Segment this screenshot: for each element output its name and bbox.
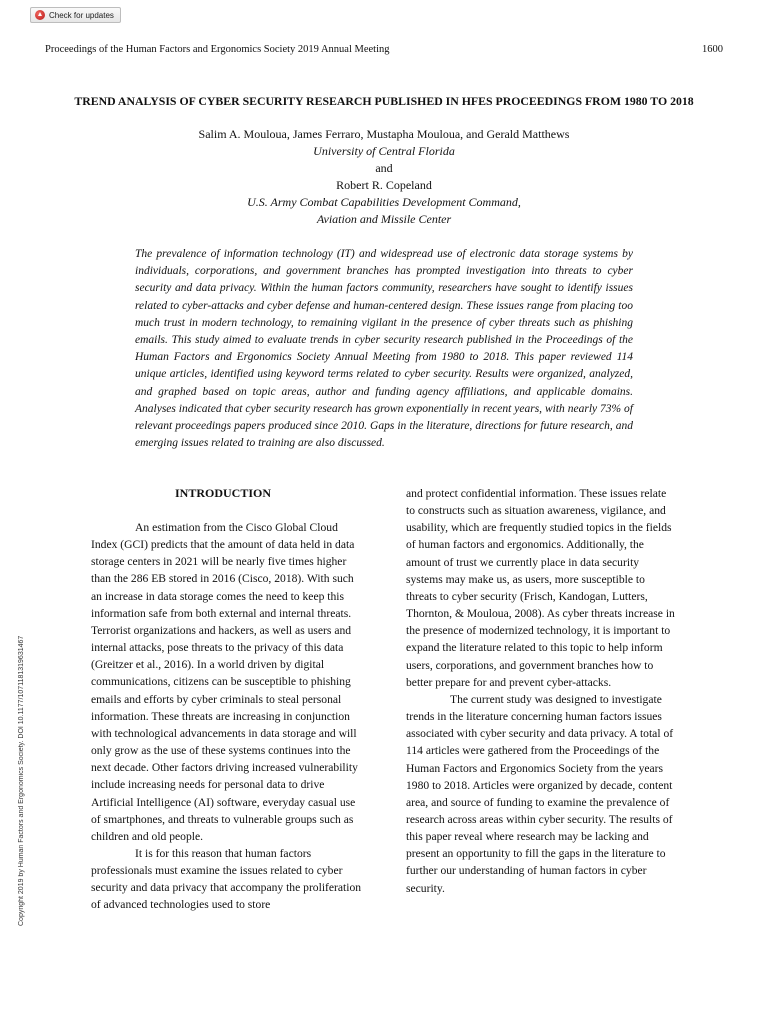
- right-column: [406, 485, 678, 897]
- running-head: Proceedings of the Human Factors and Ergonomics Society 2019 Annual Meeting: [45, 44, 390, 55]
- author-block: [70, 126, 698, 228]
- author-2: Robert R. Copeland: [336, 178, 432, 192]
- paragraph-1: An estimation from the Cisco Global Cloud Index (GCI) predicts that the amount of data held in data storage centers in 2021 will be nearly five times higher than the 286 EB stored in 2016 (Cisco, 2018). With such an increase in data storage comes the need to keep this information safe from both external and internal threats. Terrorist organizations and hackers, as well as users and internal attacks, pose threats to the privacy of this data (Greitzer et al., 2016). In a world driven by digital communications, citizens can be susceptible to phishing emails and efforts by cyber criminals to steal personal information. These threats are increasing in conjunction with technological advancements in data storage and will only grow as the use of these systems continues into the next decade. Other factors driving increased vulnerability include increasing needs for personal data to drive Artificial Intelligence (AI) software, everyday casual use of smartphones, and threats to vulnerable groups such as children and old people.: [91, 521, 358, 843]
- copyright-notice: Copyright 2019 by Human Factors and Ergonomics Society. DOI 10.1177/1071181319631467: [18, 635, 25, 926]
- page-number: 1600: [702, 44, 723, 55]
- affiliation-2-line-2: Aviation and Missile Center: [316, 212, 452, 226]
- section-heading-introduction: INTRODUCTION: [174, 486, 271, 500]
- left-column: [91, 485, 363, 914]
- paragraph-3: The current study was designed to investigate trends in the literature concerning human factors issues associated with cyber security and data privacy. A total of 114 articles were gathered from the Proceedings of the Human Factors and Ergonomics Society from the years 1980 to 2018. Articles were organized by decade, content area, and source of funding to examine the prevalence of research across areas within cyber security. The results of this paper reveal where research may be lacking and present an opportunity to fill the gaps in the literature to further our understanding of human factors in cyber security.: [406, 692, 674, 895]
- check-for-updates-label: Check for updates: [49, 10, 114, 20]
- paragraph-2: It is for this reason that human factors professionals must examine the issues related to cyber security and data privacy that accompany the proliferation of advanced technologies used to store: [91, 846, 362, 912]
- paper-title: TREND ANALYSIS OF CYBER SECURITY RESEARCH PUBLISHED IN HFES PROCEEDINGS FROM 1980 TO 2018: [74, 94, 694, 108]
- check-for-updates-button[interactable]: [30, 7, 121, 23]
- abstract-text: The prevalence of information technology (IT) and widespread use of electronic data storage systems by individuals, corporations, and government branches has prompted investigation into threats to cyber security and data privacy. Within the human factors community, researchers have sought to identify issues related to cyber-attacks and cyber defense and human-centered design. These issues range from placing too much trust in modern technology, to remaining vigilant in the presence of cyber threats such as phishing emails. This study aimed to evaluate trends in cyber security research published in the Proceedings of the Human Factors and Ergonomics Society Annual Meeting from 1980 to 2018. This paper reviewed 114 unique articles, identified using keyword terms related to cyber security. Results were organized, analyzed, and graphed based on topic areas, author and funding agency affiliations, and applicable domains. Analyses indicated that cyber security research has grown exponentially in recent years, with nearly 73% of relevant proceedings papers produced since 2010. Gaps in the literature, directions for future research, and emerging issues related to training are also discussed.: [135, 248, 633, 450]
- paragraph-2-continued: and protect confidential information. These issues relate to constructs such as situation awareness, vigilance, and usability, which are frequently studied topics in the fields of human factors and ergonomics. Additionally, the amount of trust we currently place in data security systems may make us, as users, more susceptible to threats to cyber security (Frisch, Kandogan, Lutters, Thornton, & Mouloua, 2008). As cyber threats increase in the presence of modernized technology, it is important to expand the literature related to this topic to help inform users, corporations, and government branches how to better prepare for and prevent cyber-attacks.: [406, 487, 675, 689]
- author-list: Salim A. Mouloua, James Ferraro, Mustapha Mouloua, and Gerald Matthews: [198, 127, 570, 141]
- affiliation-1: University of Central Florida: [313, 144, 455, 158]
- crossmark-icon: [35, 10, 45, 20]
- affiliation-2-line-1: U.S. Army Combat Capabilities Development Command,: [247, 195, 521, 209]
- and-separator: and: [375, 161, 393, 175]
- abstract: [135, 246, 633, 452]
